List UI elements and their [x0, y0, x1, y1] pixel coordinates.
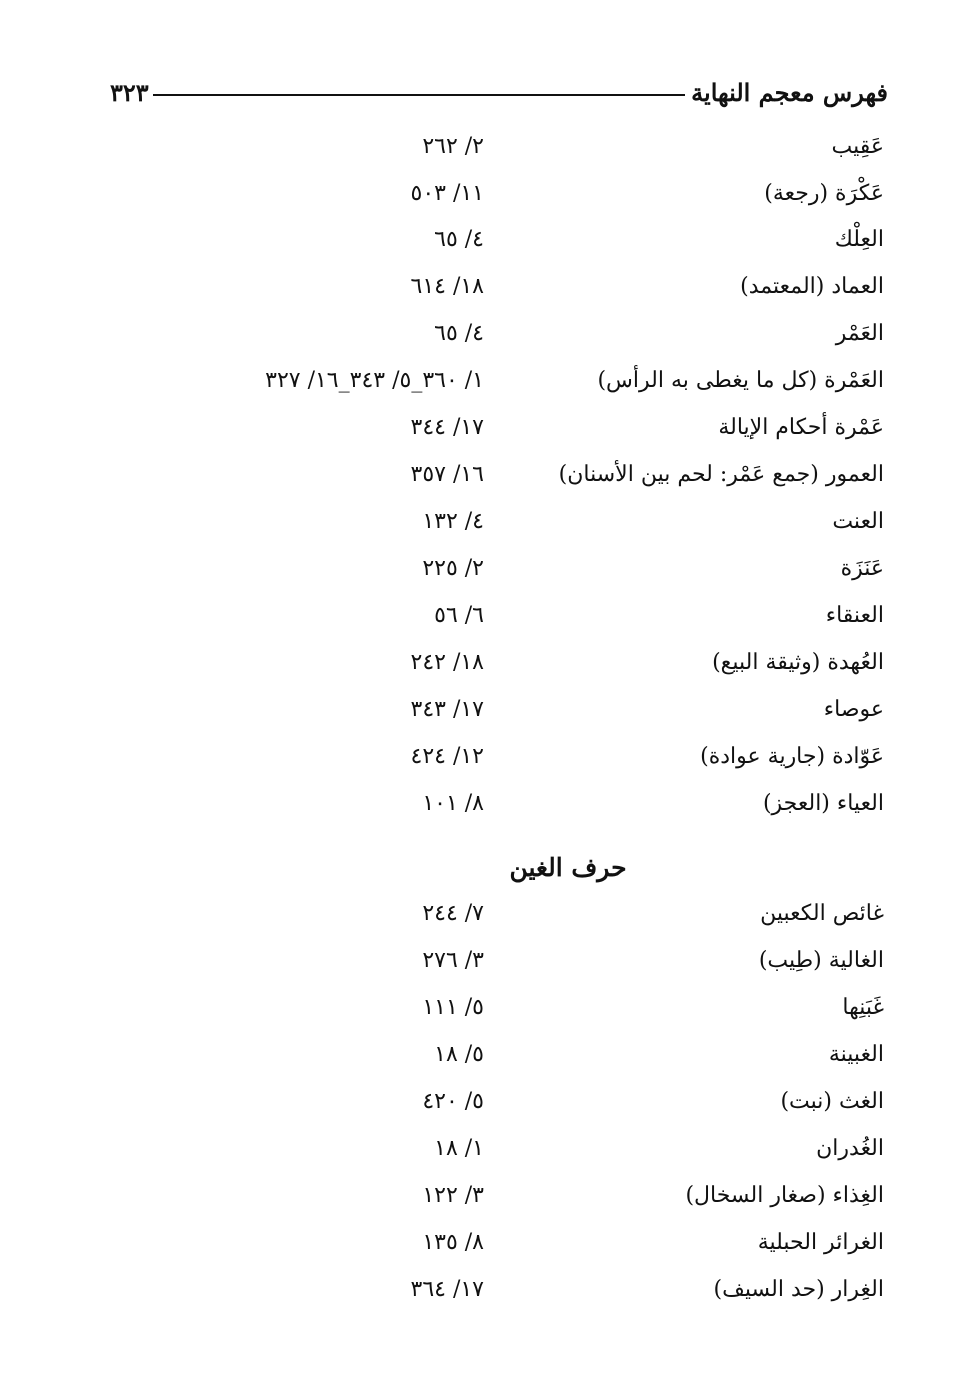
page-number: ٣٢٣ [110, 77, 149, 107]
entry-term: العُهدة (وثيقة البيع) [712, 650, 884, 675]
index-entry [64, 941, 884, 981]
index-entry [64, 1082, 884, 1122]
entry-term: غائص الكعبين [760, 901, 884, 926]
entry-term: العياء (العجز) [762, 791, 884, 816]
running-header [110, 72, 888, 112]
index-entry [64, 502, 884, 542]
index-entry [64, 1176, 884, 1216]
index-entry [64, 361, 884, 401]
entry-term: عَوّادة (جارية عوادة) [700, 744, 884, 769]
entry-ref: ١٧/ ٣٦٤ [410, 1277, 484, 1302]
entry-ref: ١٢/ ٤٢٤ [410, 744, 484, 769]
entry-term: العماد (المعتمد) [740, 274, 884, 299]
entry-ref: ٥/ ١٨ [434, 1042, 484, 1067]
index-entry [64, 894, 884, 934]
entry-ref: ١٨/ ٦١٤ [410, 274, 484, 299]
entry-term: العنقاء [825, 603, 884, 628]
entry-ref: ١٧/ ٣٤٣ [410, 697, 484, 722]
index-entry [64, 784, 884, 824]
entry-ref: ١١/ ٥٠٣ [410, 181, 484, 206]
entry-term: العمور (جمع عَمْر: لحم بين الأسنان) [558, 462, 884, 487]
entry-ref: ٥/ ٤٢٠ [422, 1089, 484, 1114]
entry-term: الغث (نبت) [780, 1089, 884, 1114]
entry-ref: ١٨/ ٢٤٢ [410, 650, 484, 675]
entry-ref: ١/ ٣٦٠_٥/ ٣٤٣_١٦/ ٣٢٧ [265, 368, 484, 393]
index-entry [64, 267, 884, 307]
entry-ref: ٨/ ١٠١ [422, 791, 484, 816]
entry-term: الغرائر الحبلية [757, 1230, 884, 1255]
entry-ref: ٤/ ٦٥ [434, 227, 484, 252]
entry-ref: ٤/ ١٣٢ [422, 509, 484, 534]
entry-ref: ٤/ ٦٥ [434, 321, 484, 346]
index-entry [64, 1129, 884, 1169]
entry-ref: ٣/ ٢٧٦ [422, 948, 484, 973]
entry-ref: ٧/ ٢٤٤ [422, 901, 484, 926]
index-entry [64, 1223, 884, 1263]
entry-term: عَقِيب [831, 134, 884, 159]
entry-term: غَبَنِها [842, 995, 884, 1020]
entry-term: عَكْرَة (رجعة) [764, 181, 884, 206]
entry-ref: ٢/ ٢٢٥ [422, 556, 484, 581]
entry-term: العَمْرة (كل ما يغطى به الرأس) [597, 368, 884, 393]
entry-ref: ٨/ ١٣٥ [422, 1230, 484, 1255]
entry-ref: ١٦/ ٣٥٧ [410, 462, 484, 487]
entry-term: العِلْك [834, 227, 884, 252]
index-entry [64, 596, 884, 636]
entry-term: عَنَزَة [840, 556, 884, 581]
entry-term: الغِرار (حد السيف) [713, 1277, 884, 1302]
entry-term: العَمْر [835, 321, 884, 346]
header-title: فهرس معجم النهاية [691, 77, 888, 107]
entry-ref: ١/ ١٨ [434, 1136, 484, 1161]
entry-term: عوصاء [823, 697, 884, 722]
index-entry [64, 690, 884, 730]
index-entry [64, 988, 884, 1028]
entry-ref: ٥/ ١١١ [422, 995, 484, 1020]
index-entry [64, 455, 884, 495]
index-entry [64, 220, 884, 260]
index-entry [64, 549, 884, 589]
entry-term: الغِذاء (صغار السخال) [685, 1183, 884, 1208]
index-entry [64, 127, 884, 167]
section-heading: حرف الغين [509, 853, 627, 882]
entry-term: عَمْرة أحكام الإيالة [718, 415, 884, 440]
index-entry [64, 408, 884, 448]
entry-term: الغُدران [816, 1136, 884, 1161]
header-rule [153, 94, 686, 96]
index-entry [64, 1270, 884, 1310]
entry-term: الغالية (طِيب) [758, 948, 884, 973]
index-entry [64, 737, 884, 777]
entry-ref: ٦/ ٥٦ [434, 603, 484, 628]
index-entry [64, 643, 884, 683]
index-entry [64, 1035, 884, 1075]
index-entry [64, 314, 884, 354]
entry-term: العنت [832, 509, 884, 534]
entry-ref: ٣/ ١٢٢ [422, 1183, 484, 1208]
entry-term: الغبينة [828, 1042, 884, 1067]
entry-ref: ٢/ ٢٦٢ [422, 134, 484, 159]
index-entry [64, 174, 884, 214]
entry-ref: ١٧/ ٣٤٤ [410, 415, 484, 440]
